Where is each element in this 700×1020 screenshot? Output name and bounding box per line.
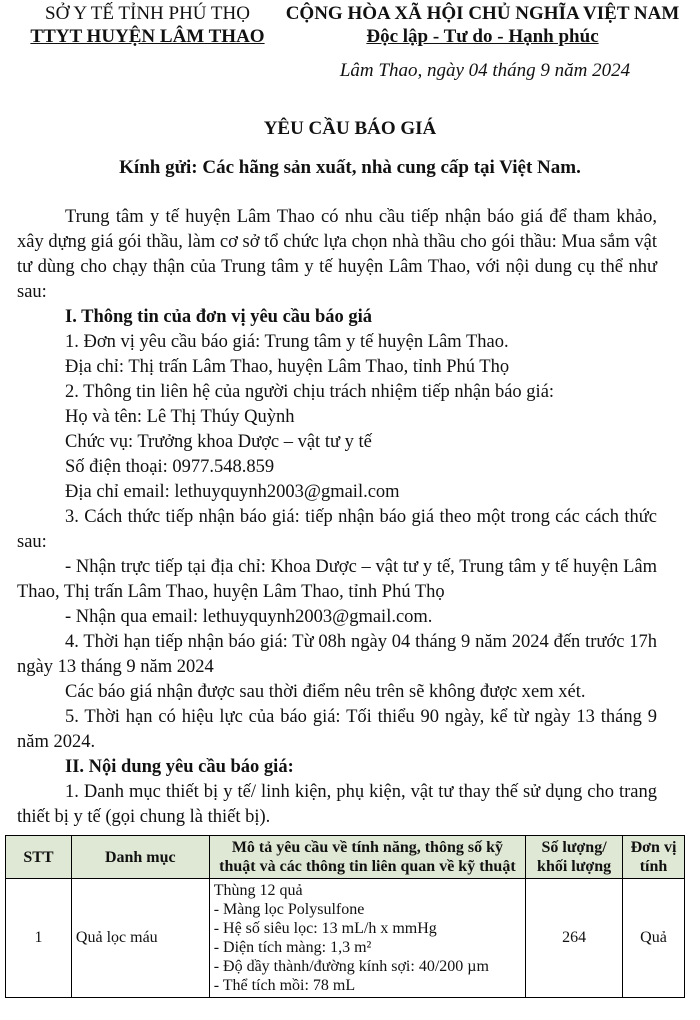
contact-name: Họ và tên: Lê Thị Thúy Quỳnh bbox=[65, 407, 295, 427]
date-line: Lâm Thao, ngày 04 tháng 9 năm 2024 bbox=[339, 60, 631, 81]
document-title: YÊU CẦU BÁO GIÁ bbox=[263, 118, 437, 139]
spec-line: - Màng lọc Polysulfone bbox=[213, 901, 365, 918]
cell-description bbox=[209, 879, 525, 998]
receiving-method: 3. Cách thức tiếp nhận báo giá: tiếp nhận báo giá theo một trong các cách thức sau: bbox=[17, 507, 657, 552]
cell-unit: Quả bbox=[623, 879, 685, 998]
col-header-quantity: Số lượng/ khối lượng bbox=[526, 836, 623, 879]
intro-paragraph: Trung tâm y tế huyện Lâm Thao có nhu cầu tiếp nhận báo giá để tham khảo, xây dựng giá gói thầu, làm cơ sở tổ chức lựa chọn nhà thầu cho gói thầu: Mua sắm vật tư dùng cho chạy thận của Trung tâm y tế huyện Lâm Thao, với nội dung cụ thể như sau: bbox=[17, 207, 657, 302]
spec-line: - Độ dầy thành/đường kính sợi: 40/200 µm bbox=[213, 958, 489, 975]
table-header-row bbox=[6, 836, 685, 879]
issuer-block bbox=[10, 2, 285, 48]
receiving-method-direct: - Nhận trực tiếp tại địa chỉ: Khoa Dược – vật tư y tế, Trung tâm y tế huyện Lâm Thao, Thị trấn Lâm Thao, huyện Lâm Thao, tỉnh Phú Thọ bbox=[17, 557, 657, 602]
requesting-unit: 1. Đơn vị yêu cầu báo giá: Trung tâm y tế huyện Lâm Thao. bbox=[65, 332, 509, 352]
equipment-table bbox=[5, 835, 685, 998]
contact-intro: 2. Thông tin liên hệ của người chịu trách nhiệm tiếp nhận báo giá: bbox=[65, 382, 555, 402]
document-header bbox=[0, 2, 700, 54]
document-body bbox=[17, 205, 657, 830]
col-header-unit: Đơn vị tính bbox=[623, 836, 685, 879]
cell-item: Quả lọc máu bbox=[71, 879, 209, 998]
spec-line: - Diện tích màng: 1,3 m² bbox=[213, 939, 372, 956]
col-header-stt: STT bbox=[6, 836, 72, 879]
recipient-line: Kính gửi: Các hãng sản xuất, nhà cung cấp tại Việt Nam. bbox=[119, 157, 581, 178]
unit-address: Địa chỉ: Thị trấn Lâm Thao, huyện Lâm Thao, tỉnh Phú Thọ bbox=[65, 357, 510, 377]
cell-stt: 1 bbox=[6, 879, 72, 998]
cell-quantity: 264 bbox=[526, 879, 623, 998]
spec-line: - Thể tích mồi: 78 mL bbox=[213, 977, 356, 994]
spec-line: - Hệ số siêu lọc: 13 mL/h x mmHg bbox=[213, 920, 437, 937]
late-quote-note: Các báo giá nhận được sau thời điểm nêu trên sẽ không được xem xét. bbox=[65, 682, 586, 702]
receiving-deadline: 4. Thời hạn tiếp nhận báo giá: Từ 08h ngày 04 tháng 9 năm 2024 đến trước 17h ngày 13 tháng 9 năm 2024 bbox=[17, 632, 657, 677]
section-2-heading: II. Nội dung yêu cầu báo giá: bbox=[65, 757, 294, 777]
section-1-heading: I. Thông tin của đơn vị yêu cầu báo giá bbox=[65, 307, 373, 327]
issuer-name: TTYT HUYỆN LÂM THAO bbox=[30, 26, 265, 47]
col-header-item: Danh mục bbox=[71, 836, 209, 879]
quote-validity: 5. Thời hạn có hiệu lực của báo giá: Tối thiểu 90 ngày, kể từ ngày 13 tháng 9 năm 2024. bbox=[17, 707, 657, 752]
receiving-method-email: - Nhận qua email: lethuyquynh2003@gmail.com. bbox=[65, 607, 433, 627]
contact-phone: Số điện thoại: 0977.548.859 bbox=[65, 457, 275, 477]
table-row bbox=[6, 879, 685, 998]
country-name: CỘNG HÒA XÃ HỘI CHỦ NGHĨA VIỆT NAM bbox=[285, 3, 680, 24]
national-motto: Độc lập - Tư do - Hạnh phúc bbox=[366, 26, 599, 47]
contact-position: Chức vụ: Trưởng khoa Dược – vật tư y tế bbox=[65, 432, 372, 452]
national-motto-block bbox=[280, 2, 685, 48]
contact-email: Địa chỉ email: lethuyquynh2003@gmail.com bbox=[65, 482, 400, 502]
issuer-department: SỞ Y TẾ TỈNH PHÚ THỌ bbox=[45, 3, 250, 24]
equipment-list-intro: 1. Danh mục thiết bị y tế/ linh kiện, phụ kiện, vật tư thay thế sử dụng cho trang thiết bị y tế (gọi chung là thiết bị). bbox=[17, 782, 657, 827]
col-header-description: Mô tả yêu cầu về tính năng, thông số kỹ thuật và các thông tin liên quan về kỹ thuật bbox=[209, 836, 525, 879]
spec-line: Thùng 12 quả bbox=[213, 882, 303, 899]
